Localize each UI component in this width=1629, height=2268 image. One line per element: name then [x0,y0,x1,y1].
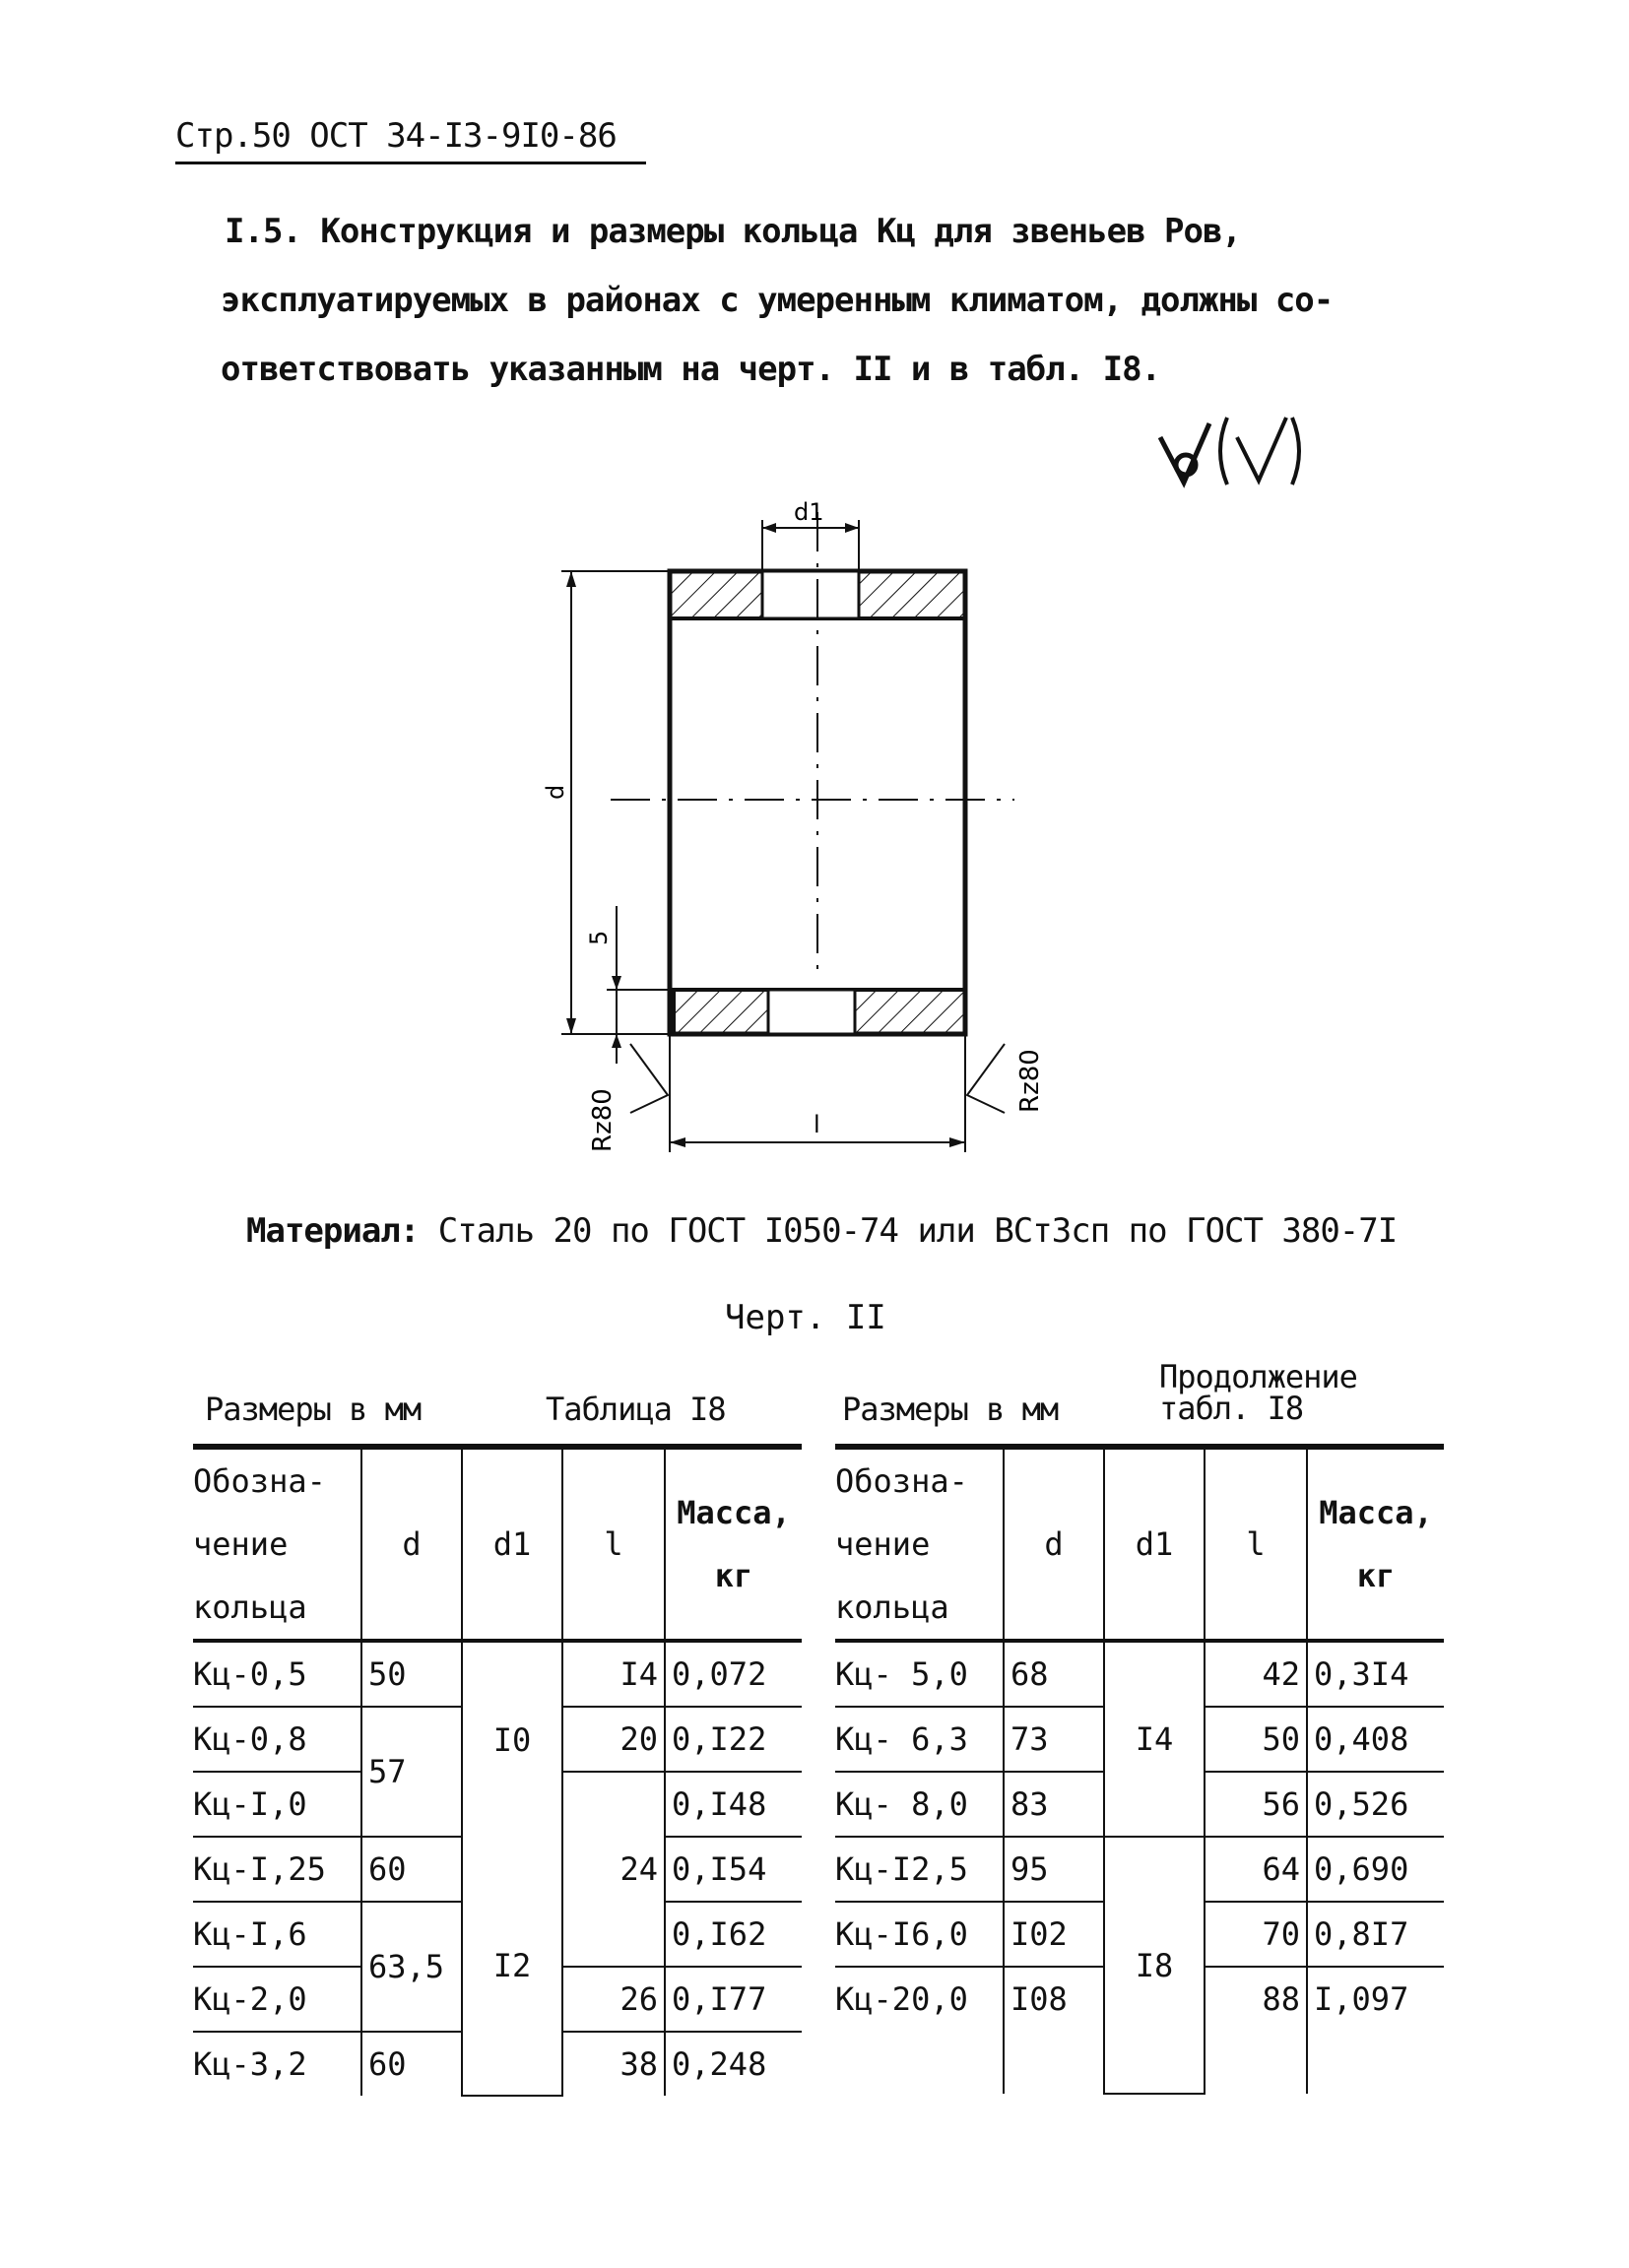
material-text: Сталь 20 по ГОСТ I050-74 или ВСт3сп по ГОСТ 380-7I [437,1211,1398,1251]
table-row: Кц-0,5 50 I0 I4 0,072 [193,1641,802,1707]
table-row: Кц- 6,3 73 50 0,408 [835,1707,1444,1772]
intro-line-1: I.5. Конструкция и размеры кольца Кц для звеньев Ров, [225,212,1241,251]
intro-paragraph [221,197,1436,404]
table-row: Кц-I2,5 95 I8 64 0,690 [835,1837,1444,1902]
right-units: Размеры в мм [842,1391,1059,1428]
left-table-title: Таблица I8 [546,1391,726,1428]
intro-line-2: эксплуатируемых в районах с умеренным климатом, должны со- [221,281,1334,320]
right-table-title [1159,1358,1357,1427]
col-d-header: d [361,1447,462,1641]
table-row: Кц-0,8 57 20 0,I22 [193,1707,802,1772]
figure-caption: Черт. II [725,1298,886,1337]
dim-d1-label: d1 [794,498,824,526]
left-units: Размеры в мм [205,1391,422,1428]
col-mass-header: Масса, кг [665,1447,802,1641]
col-d1-header: d1 [1104,1447,1205,1641]
col-d1-header: d1 [462,1447,562,1641]
intro-line-3: ответствовать указанным на черт. II и в табл. I8. [221,350,1161,389]
dim-5-label: 5 [585,930,613,945]
col-name-header: Обозна- чение кольца [193,1462,326,1626]
table-row: Кц- 8,0 83 56 0,526 [835,1772,1444,1837]
material-label: Материал: [246,1211,420,1251]
table-row: Кц-I,25 60 I2 0,I54 [193,1837,802,1902]
table-row: Кц-I,0 24 0,I48 [193,1772,802,1837]
right-title-line-1: Продолжение [1159,1358,1357,1395]
roughness-right-label: Rz80 [1015,1049,1045,1113]
ring-drawing [542,492,1083,1182]
table-row: Кц- 5,0 68 I4 42 0,3I4 [835,1641,1444,1707]
dim-d-label: d [542,784,569,800]
table-18-continued [835,1444,1444,2095]
col-name-header: Обозна- чение кольца [835,1462,968,1626]
col-l-header: l [1205,1447,1307,1641]
dim-l-label: l [814,1111,820,1138]
right-title-line-2: табл. I8 [1159,1390,1304,1427]
general-roughness-mark [1152,408,1310,496]
table-row: Кц-I,6 63,5 0,I62 [193,1902,802,1967]
col-d-header: d [1004,1447,1104,1641]
roughness-left-label: Rz80 [588,1088,618,1152]
page-header: Стр.50 ОСТ 34-I3-9I0-86 [175,116,646,164]
table-row: Кц-2,0 26 0,I77 [193,1967,802,2032]
material-line [246,1211,1397,1251]
table-18 [193,1444,802,2097]
table-row: Кц-I6,0 I02 70 0,8I7 [835,1902,1444,1967]
table-row: Кц-20,0 I08 88 I,097 [835,1967,1444,2031]
table-row: Кц-3,2 60 38 0,248 [193,2032,802,2096]
col-l-header: l [562,1447,665,1641]
col-mass-header: Масса, кг [1307,1447,1444,1641]
